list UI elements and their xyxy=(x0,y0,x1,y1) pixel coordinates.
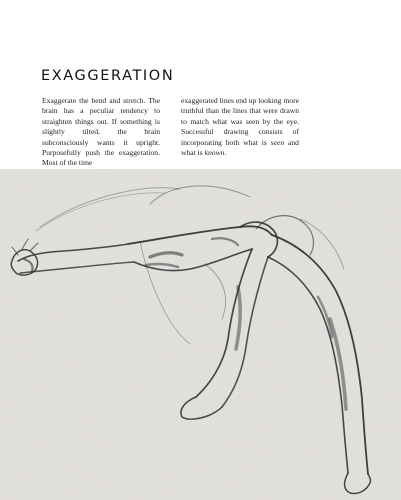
body-text-run: exaggerated lines end up looking more truthful than the lines that were drawn to match what was seen by the eye. Successful drawing consists of incorporating both what is xyxy=(181,96,299,147)
gesture-drawing xyxy=(0,169,401,500)
section-heading: EXAGGERATION xyxy=(41,68,175,84)
emphasis-seen: seen xyxy=(270,137,285,147)
emphasis-known: known xyxy=(204,148,225,158)
body-text-run: . xyxy=(224,148,227,158)
body-column-right xyxy=(181,96,299,158)
paper-texture xyxy=(0,169,401,500)
figure-sketch-illustration xyxy=(0,169,401,500)
body-paragraph-part1: Exaggerate the bend and stretch. The brain has a peculiar tendency to straighten things out. If something is slightly tilted, the brain subconsciously wants it upright. Purposefully push the exaggeration. Most of the time xyxy=(42,96,160,168)
body-paragraph-part2 xyxy=(181,96,299,158)
body-column-left xyxy=(42,96,160,169)
body-text-run: and what is xyxy=(181,137,299,158)
